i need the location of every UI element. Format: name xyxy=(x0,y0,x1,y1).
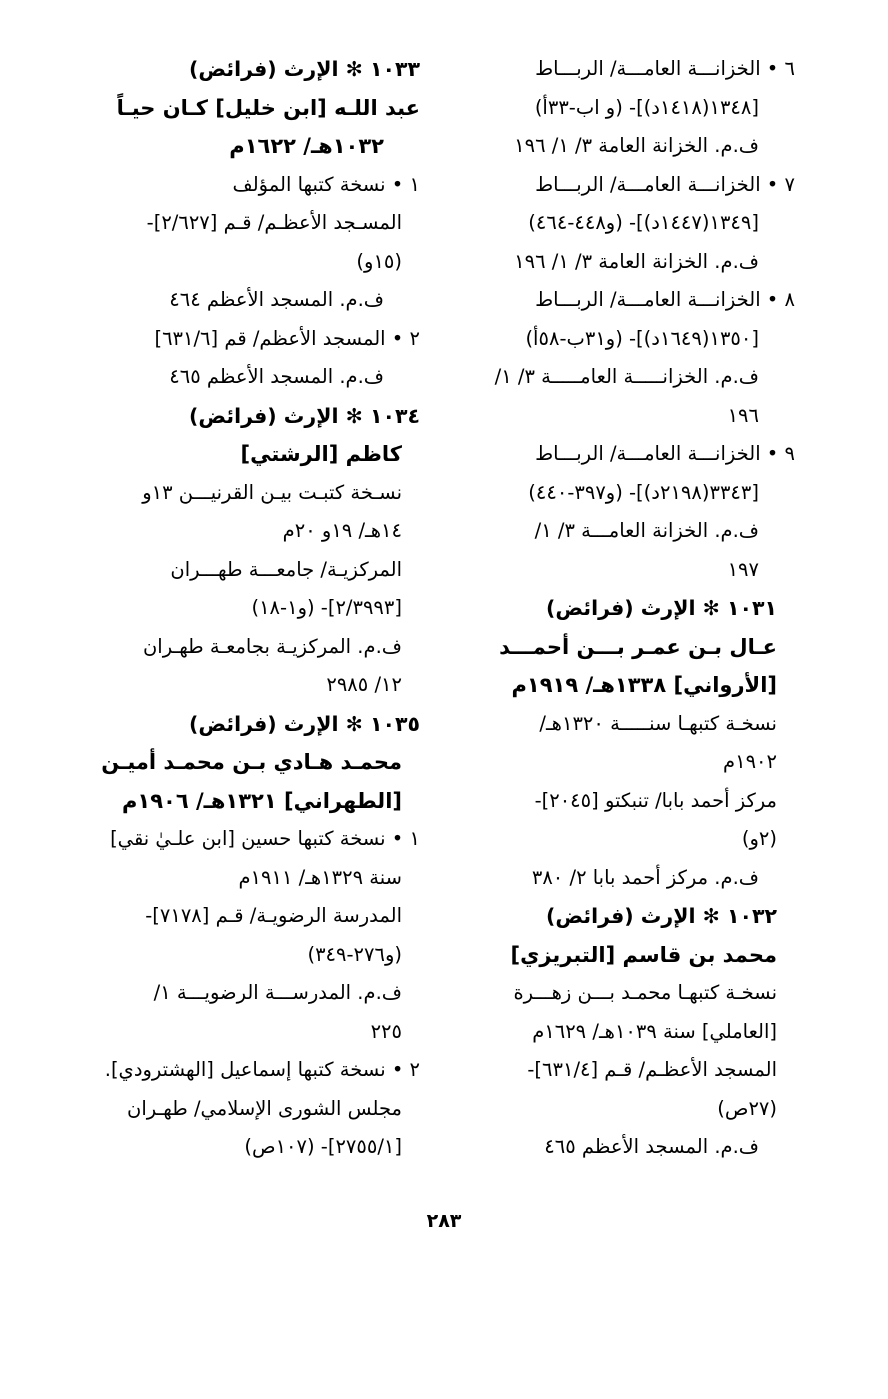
right-column-line: [١٣٤٨(١٤١٨د)]- (و ا‌ب-٣٣أ) xyxy=(534,95,759,119)
left-column-line: ف.م. المركزيـة بجامعـة طهـران xyxy=(142,634,402,658)
left-column-line: ١٤هـ/ ١٩و ٢٠م xyxy=(282,519,402,542)
left-column xyxy=(70,50,420,1167)
left-column-line: ١٠٣٣ ✻ الإرث (فرائض) xyxy=(189,57,420,81)
left-column-line: المركزيـة/ جامعـــة طهـــران xyxy=(170,557,402,581)
right-column-line: ١٠٣١ ✻ الإرث (فرائض) xyxy=(546,596,777,620)
left-column-line: ف.م. المسجد الأعظم ٤٦٥ xyxy=(169,365,384,388)
right-column-line: ف.م. مركز أحمد بابا ٢/ ٣٨٠ xyxy=(531,865,759,889)
right-column xyxy=(455,50,795,1167)
right-column-line: ف.م. المسجد الأعظم ٤٦٥ xyxy=(544,1135,759,1158)
right-column-line: [الأرواني] ١٣٣٨هـ/ ١٩١٩م xyxy=(511,673,777,697)
left-column-line: ف.م. المدرســـة الرضويـــة ١/ xyxy=(153,981,402,1004)
left-column-line: [٢/٣٩٩٣]- (و١-١٨) xyxy=(251,596,402,619)
left-column-line: نسـخة كتبـت بيـن القرنيـــن ١٣و xyxy=(142,480,402,504)
right-column-line: ١٠٣٢ ✻ الإرث (فرائض) xyxy=(546,904,777,928)
left-column-line: المسـجد الأعظـم/ قـم [٢/٦٢٧]- xyxy=(146,211,402,234)
right-column-line: [١٣٤٩(١٤٤٧د)]- (و٤٤٨-٤٦٤) xyxy=(528,211,759,234)
left-column-line: ٢٢٥ xyxy=(370,1019,402,1043)
right-column-line: نسخـة كتبهـا سنـــــة ١٣٢٠هـ/ xyxy=(539,711,777,735)
right-column-line: ١٩٧ xyxy=(727,557,759,581)
left-column-line: ١٠٣٤ ✻ الإرث (فرائض) xyxy=(189,403,420,428)
right-column-line: ٩ • الخزانـــة العامـــة/ الربـــاط xyxy=(535,442,795,465)
right-column-line: ٨ • الخزانـــة العامـــة/ الربـــاط xyxy=(535,288,795,311)
right-column-line: ف.م. الخزانة العامة ٣/ ١/ ١٩٦ xyxy=(514,249,759,273)
right-column-line: ف.م. الخزانة العامة ٣/ ١/ ١٩٦ xyxy=(514,134,759,157)
left-column-line: ١ • نسخة كتبها المؤلف xyxy=(232,172,420,196)
right-column-line: [٣٣٤٣(٢١٩٨د)]- (و٣٩٧-٤٤٠) xyxy=(528,480,759,504)
right-column-line: ٦ • الخزانـــة العامـــة/ الربـــاط xyxy=(535,57,795,80)
left-column-line: ١ • نسخة كتبها حسين [ابن علـيٰ نقي] xyxy=(110,827,420,850)
right-column-line: [١٣٥٠(١٦٤٩د)]- (و٣١ب-٥٨أ) xyxy=(525,326,759,350)
left-column-line: محمـد هـادي بـن محمـد أميـن xyxy=(101,750,402,774)
left-column-line: ٢ • نسخة كتبها إسماعيل [الهشترودي]. xyxy=(104,1058,420,1081)
left-column-line: ف.م. المسجد الأعظم ٤٦٤ xyxy=(169,288,384,311)
left-column-line: ١٠٣٥ ✻ الإرث (فرائض) xyxy=(189,711,420,736)
right-column-line: [العاملي] سنة ١٠٣٩هـ/ ١٦٢٩م xyxy=(532,1019,777,1043)
right-column-line: محمد بن قاسم [التبريزي] xyxy=(510,942,777,967)
left-column-line: المدرسة الرضويـة/ قـم [٧١٧٨]- xyxy=(145,904,402,927)
right-column-line: ١٩٠٢م xyxy=(723,750,777,773)
left-column-line: كاظم [الرشتي] xyxy=(240,442,402,466)
left-column-line: (و٢٧٦-٣٤٩) xyxy=(307,942,402,966)
right-column-line: ف.م. الخزانـــــة العامـــــة ٣/ ١/ xyxy=(494,365,759,388)
right-column-line: ف.م. الخزانة العامـــة ٣/ ١/ xyxy=(534,519,759,542)
left-column-line: ٢ • المسجد الأعظم/ قم [٦٣١/٦] xyxy=(154,326,420,350)
right-column-line: عـال بـن عمـر بـــن أحمـــد xyxy=(499,634,777,659)
left-column-line: عبد اللـه [ابن خليل] كـان حيـاً xyxy=(116,95,420,120)
left-column-line: [٢٧٥٥/١]- (١٠٧ص) xyxy=(244,1135,402,1158)
right-column-line: ٧ • الخزانـــة العامـــة/ الربـــاط xyxy=(535,172,795,196)
right-column-line: المسجد الأعظـم/ قـم [٦٣١/٤]- xyxy=(527,1058,777,1081)
right-column-line: (٢٧ص) xyxy=(717,1096,777,1120)
right-column-line: (٢و) xyxy=(741,827,777,850)
left-column-line: سنة ١٣٢٩هـ/ ١٩١١م xyxy=(238,865,402,889)
right-column-line: نسخـة كتبهـا محمـد بـــن زهـــرة xyxy=(513,981,777,1004)
right-column-line: مركز أحمد بابا/ تنبكتو [٢٠٤٥]- xyxy=(534,788,777,812)
right-column-line: ١٩٦ xyxy=(727,403,759,427)
left-column-line: (١٥و) xyxy=(356,249,402,273)
left-column-line: ١٠٣٢هـ/ ١٦٢٢م xyxy=(229,134,384,158)
left-column-line: ١٢/ ٢٩٨٥ xyxy=(326,673,402,696)
left-column-line: مجلس الشورى الإسلامي/ طهـران xyxy=(127,1096,402,1120)
left-column-line: [الطهراني] ١٣٢١هـ/ ١٩٠٦م xyxy=(121,788,402,813)
page-number: ٢٨٣ xyxy=(426,1210,462,1232)
